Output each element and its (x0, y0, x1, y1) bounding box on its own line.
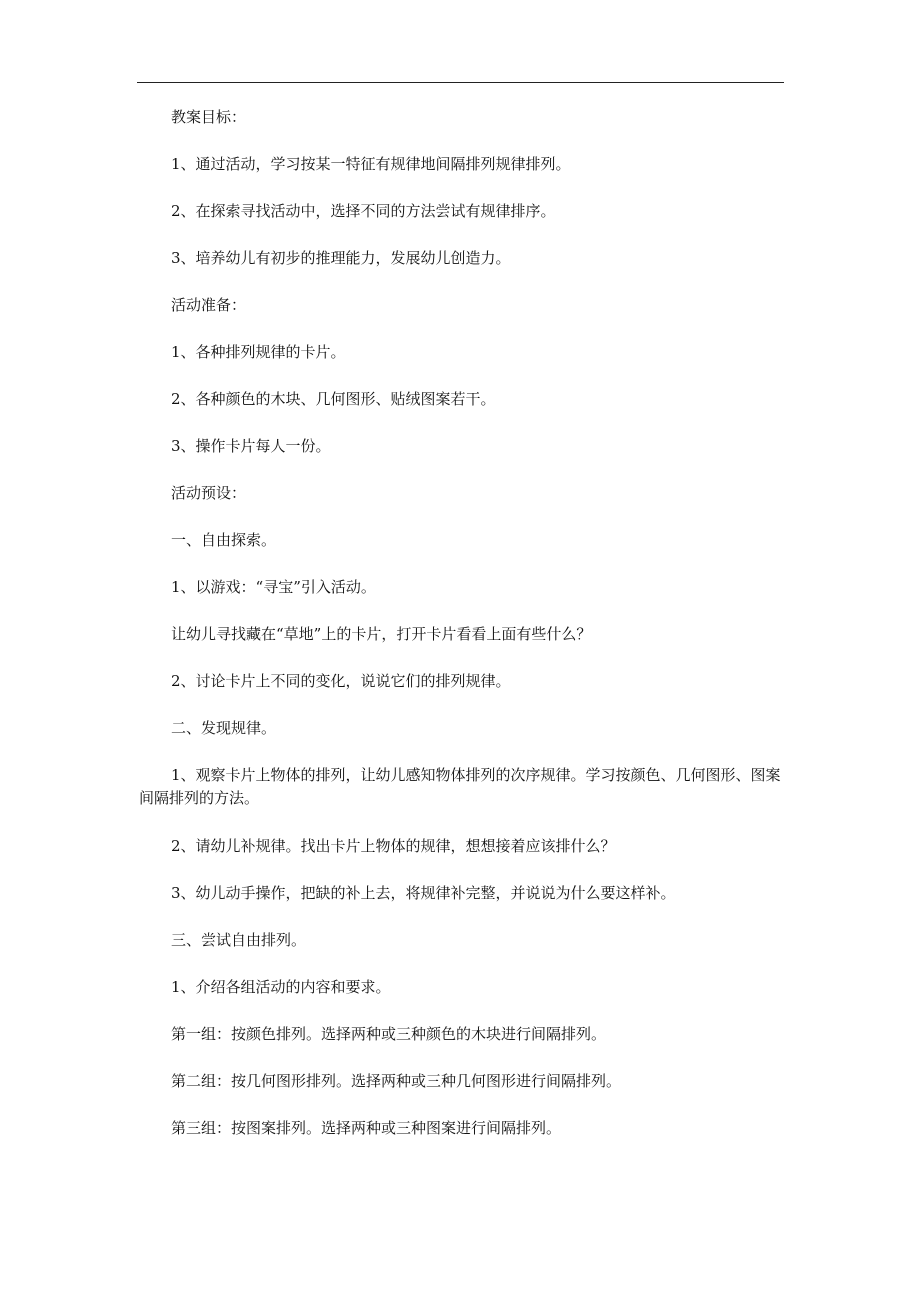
activity-step-2-item-1: 1、观察卡片上物体的排列，让幼儿感知物体排列的次序规律。学习按颜色、几何图形、图案间隔排列的方法。 (139, 766, 781, 807)
section-heading-preparation: 活动准备： (171, 296, 247, 314)
group-1-text: 第一组：按颜色排列。选择两种或三种颜色的木块进行间隔排列。 (171, 1025, 607, 1043)
preparation-item-1: 1、各种排列规律的卡片。 (171, 343, 346, 361)
activity-step-heading-2: 二、发现规律。 (171, 719, 277, 737)
activity-step-3-item-1: 1、介绍各组活动的内容和要求。 (171, 978, 391, 996)
section-heading-activity: 活动预设： (171, 484, 247, 502)
group-3-text: 第三组：按图案排列。选择两种或三种图案进行间隔排列。 (171, 1119, 562, 1137)
activity-step-2-item-2: 2、请幼儿补规律。找出卡片上物体的规律，想想接着应该排什么？ (171, 837, 616, 855)
activity-step-2-item-3: 3、幼儿动手操作，把缺的补上去，将规律补完整，并说说为什么要这样补。 (171, 884, 676, 902)
group-2-text: 第二组：按几何图形排列。选择两种或三种几何图形进行间隔排列。 (171, 1072, 622, 1090)
goal-item-1: 1、通过活动，学习按某一特征有规律地间隔排列规律排列。 (171, 155, 571, 173)
header-rule (137, 82, 784, 83)
section-heading-goals: 教案目标： (171, 108, 247, 126)
goal-item-2: 2、在探索寻找活动中，选择不同的方法尝试有规律排序。 (171, 202, 556, 220)
document-body (139, 106, 787, 1164)
activity-step-heading-1: 一、自由探索。 (171, 531, 277, 549)
activity-step-1-item-1: 1、以游戏：“寻宝”引入活动。 (171, 578, 376, 596)
preparation-item-3: 3、操作卡片每人一份。 (171, 437, 331, 455)
activity-step-heading-3: 三、尝试自由排列。 (171, 931, 307, 949)
preparation-item-2: 2、各种颜色的木块、几何图形、贴绒图案若干。 (171, 390, 496, 408)
activity-step-1-item-2: 2、讨论卡片上不同的变化，说说它们的排列规律。 (171, 672, 511, 690)
activity-step-1-text: 让幼儿寻找藏在“草地”上的卡片，打开卡片看看上面有些什么？ (171, 625, 592, 643)
goal-item-3: 3、培养幼儿有初步的推理能力，发展幼儿创造力。 (171, 249, 511, 267)
